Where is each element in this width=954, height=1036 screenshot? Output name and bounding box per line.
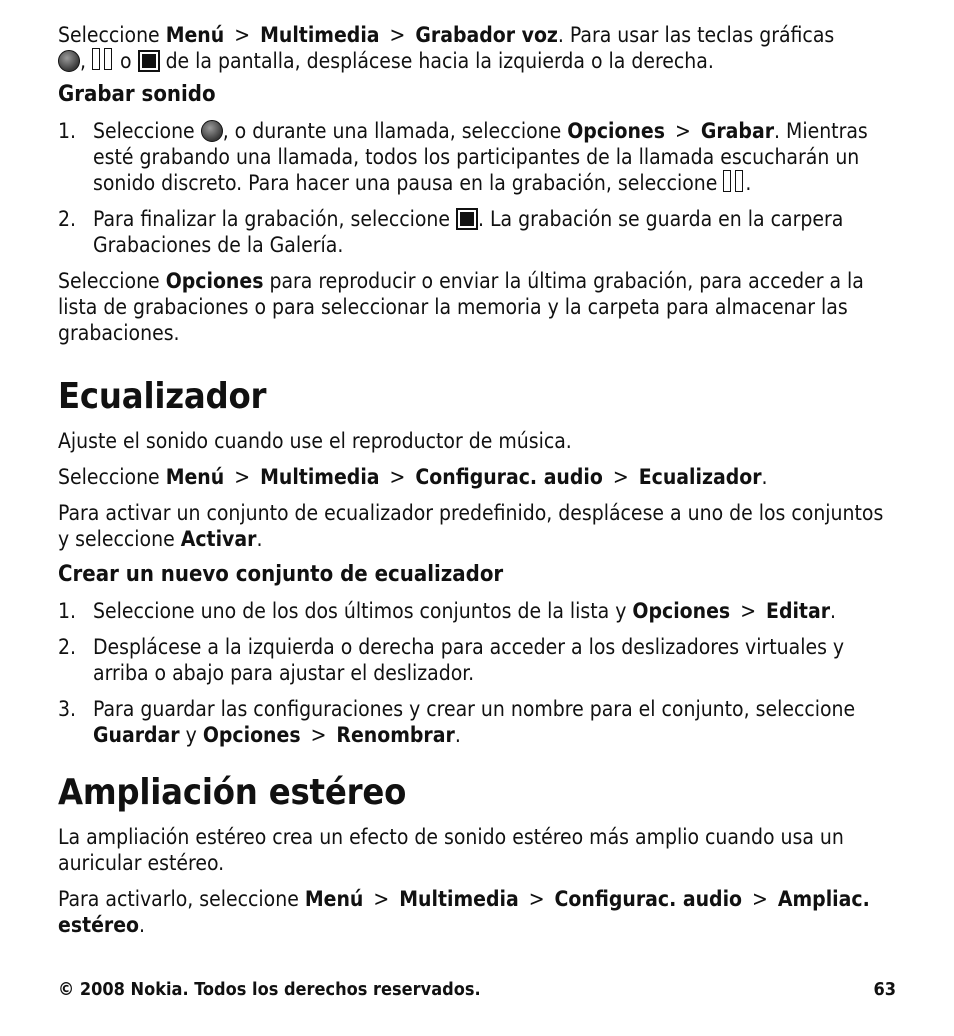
record-icon	[58, 50, 80, 72]
copyright-text: © 2008 Nokia. Todos los derechos reservados.	[58, 979, 481, 1000]
record-steps	[58, 118, 896, 258]
equalizer-activate: Para activar un conjunto de ecualizador predefinido, desplácese a uno de los conjuntos y seleccione Activar.	[58, 501, 884, 551]
equalizer-description: Ajuste el sonido cuando use el reproductor de música.	[58, 429, 572, 453]
list-item: 3. Para guardar las configuraciones y crear un nombre para el conjunto, seleccione Guardar y Opciones > Renombrar.	[58, 697, 856, 747]
list-item: 2. Desplácese a la izquierda o derecha para acceder a los deslizadores virtuales y arriba o abajo para ajustar el deslizador.	[58, 635, 845, 685]
page-footer	[58, 978, 896, 1002]
record-icon	[201, 120, 223, 142]
page-number: 63	[873, 979, 896, 1000]
stereo-path: Para activarlo, seleccione Menú > Multimedia > Configurac. audio > Ampliac. estéreo.	[58, 887, 870, 937]
section-title-equalizer: Ecualizador	[58, 376, 267, 417]
list-item: 2. Para finalizar la grabación, seleccione . La grabación se guarda en la carpera Grabaciones de la Galería.	[58, 207, 844, 257]
record-options-paragraph: Seleccione Opciones para reproducir o enviar la última grabación, para acceder a la lista de grabaciones o para seleccionar la memoria y la carpeta para almacenar las grabaciones.	[58, 269, 864, 345]
equalizer-path: Seleccione Menú > Multimedia > Configurac. audio > Ecualizador.	[58, 465, 768, 489]
section-heading-new-equalizer: Crear un nuevo conjunto de ecualizador	[58, 562, 504, 587]
menu-path-item: Grabador voz	[415, 23, 558, 47]
menu-path-item: Multimedia	[260, 23, 380, 47]
stop-icon	[456, 208, 478, 230]
intro-paragraph: Seleccione Menú > Multimedia > Grabador voz. Para usar las teclas gráficas , o de la pantalla, desplácese hacia la izquierda o la derecha.	[58, 23, 835, 73]
equalizer-steps	[58, 598, 896, 748]
section-title-stereo: Ampliación estéreo	[58, 772, 407, 813]
pause-icon	[92, 48, 114, 72]
section-heading-record: Grabar sonido	[58, 82, 216, 107]
stop-icon	[138, 50, 160, 72]
list-item: 1. Seleccione , o durante una llamada, seleccione Opciones > Grabar. Mientras esté grabando una llamada, todos los participantes de la llamada escucharán un sonido discreto. Para hacer una pausa en la grabación, seleccione .	[58, 119, 868, 195]
page-content	[58, 22, 896, 938]
pause-icon	[723, 170, 745, 194]
menu-path-item: Menú	[165, 23, 225, 47]
list-item: 1. Seleccione uno de los dos últimos conjuntos de la lista y Opciones > Editar.	[58, 599, 837, 623]
stereo-description: La ampliación estéreo crea un efecto de sonido estéreo más amplio cuando usa un auricular estéreo.	[58, 825, 844, 875]
